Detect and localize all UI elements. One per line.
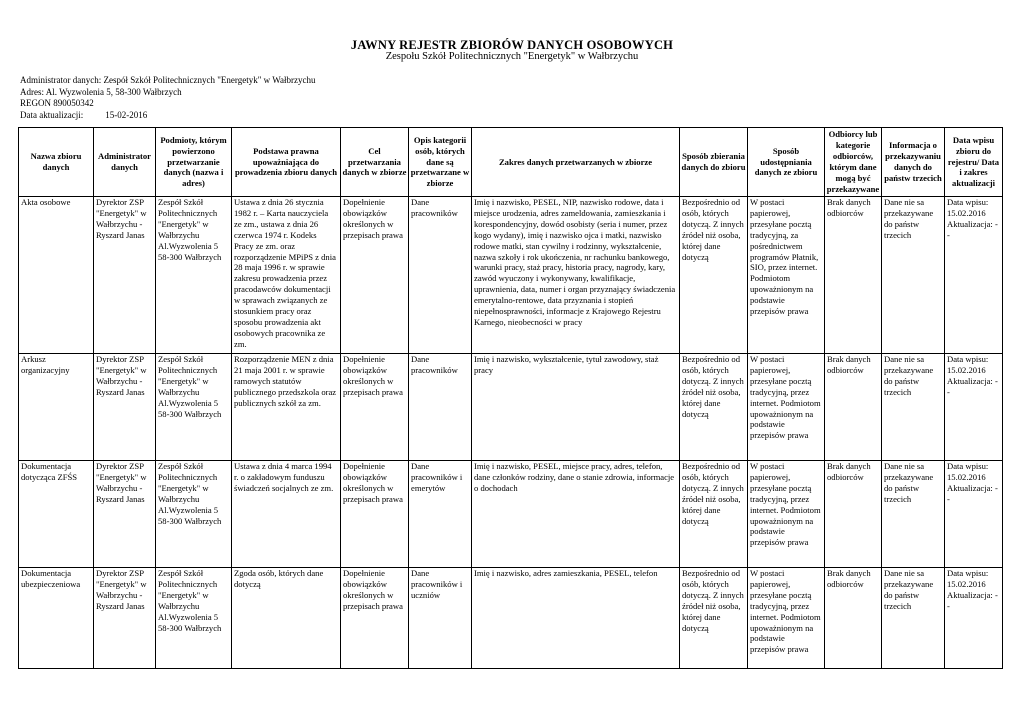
table-cell: Brak danych odbiorców bbox=[825, 197, 882, 354]
document-meta bbox=[20, 75, 315, 121]
table-row bbox=[19, 197, 1003, 354]
table-cell: Dokumentacja dotycząca ZFŚS bbox=[19, 461, 94, 568]
header-cell: Sposób zbierania danych do zbioru bbox=[680, 128, 748, 197]
header-cell: Informacja o przekazywaniu danych do państw trzecich bbox=[882, 128, 945, 197]
table-cell: W postaci papierowej, przesyłane pocztą tradycyjną, przez internet. Podmiotom upoważnionym na podstawie przepisów prawa bbox=[748, 461, 825, 568]
table-cell: Ustawa z dnia 26 stycznia 1982 r. – Karta nauczyciela ze zm., ustawa z dnia 26 czerwca 1974 r. Kodeks Pracy ze zm. oraz rozporządzenie MPiPS z dnia 28 maja 1996 r. w sprawie zakresu prowadzenia przez pracodawców dokumentacji w sprawach związanych ze stosunkiem pracy oraz sposobu prowadzenia akt osobowych pracownika ze zm. bbox=[232, 197, 341, 354]
table-cell: Dane pracowników i uczniów bbox=[409, 568, 472, 669]
table-cell: Bezpośrednio od osób, których dotyczą. Z innych źródeł niż osoba, której dane dotyczą bbox=[680, 568, 748, 669]
header-cell: Data wpisu zbioru do rejestru/ Data i zakres aktualizacji bbox=[945, 128, 1003, 197]
table-cell: Zespół Szkół Politechnicznych "Energetyk" w Wałbrzychu Al.Wyzwolenia 5 58-300 Wałbrzych bbox=[156, 568, 232, 669]
table-cell: Bezpośrednio od osób, których dotyczą. Z innych źródeł niż osoba, której dane dotyczą bbox=[680, 354, 748, 461]
header-cell: Administrator danych bbox=[94, 128, 156, 197]
header-cell: Odbiorcy lub kategorie odbiorców, którym dane mogą być przekazywane bbox=[825, 128, 882, 197]
header-cell: Cel przetwarzania danych w zbiorze bbox=[341, 128, 409, 197]
table-cell: Dopełnienie obowiązków określonych w przepisach prawa bbox=[341, 354, 409, 461]
table-cell: Dane nie sa przekazywane do państw trzecich bbox=[882, 568, 945, 669]
document-title: JAWNY REJESTR ZBIORÓW DANYCH OSOBOWYCH bbox=[350, 38, 674, 52]
table-cell: W postaci papierowej, przesyłane pocztą tradycyjną, za pośrednictwem programów Płatnik, SIO, przez internet. Podmiotom upoważnionym na podstawie przepisów prawa bbox=[748, 197, 825, 354]
table-cell: Dyrektor ZSP "Energetyk" w Wałbrzychu - Ryszard Janas bbox=[94, 461, 156, 568]
meta-update-value: 15-02-2016 bbox=[105, 109, 148, 120]
table-cell: Bezpośrednio od osób, których dotyczą. Z innych źródeł niż osoba, której dane dotyczą bbox=[680, 461, 748, 568]
table-cell: Bezpośrednio od osób, których dotyczą. Z innych źródeł niż osoba, której dane dotyczą bbox=[680, 197, 748, 354]
header-cell: Zakres danych przetwarzanych w zbiorze bbox=[472, 128, 680, 197]
table-cell: Data wpisu: 15.02.2016 Aktualizacja: -- bbox=[945, 461, 1003, 568]
meta-update bbox=[20, 110, 315, 122]
table-row bbox=[19, 354, 1003, 461]
table-cell: Dopełnienie obowiązków określonych w przepisach prawa bbox=[341, 197, 409, 354]
header-cell: Podmioty, którym powierzono przetwarzanie danych (nazwa i adres) bbox=[156, 128, 232, 197]
table-cell: Arkusz organizacyjny bbox=[19, 354, 94, 461]
table-cell: W postaci papierowej, przesyłane pocztą tradycyjną, przez internet. Podmiotom upoważnionym na podstawie przepisów prawa bbox=[748, 354, 825, 461]
table-cell: Dane pracowników bbox=[409, 354, 472, 461]
header-cell: Podstawa prawna upoważniająca do prowadzenia zbioru danych bbox=[232, 128, 341, 197]
table-cell: Imię i nazwisko, adres zamieszkania, PESEL, telefon bbox=[472, 568, 680, 669]
table-cell: Dane nie sa przekazywane do państw trzecich bbox=[882, 197, 945, 354]
table-cell: Dopełnienie obowiązków określonych w przepisach prawa bbox=[341, 568, 409, 669]
table-cell: Dane pracowników i emerytów bbox=[409, 461, 472, 568]
meta-administrator: Administrator danych: Zespół Szkół Politechnicznych "Energetyk" w Wałbrzychu bbox=[20, 75, 316, 85]
table-cell: Zespół Szkół Politechnicznych "Energetyk" w Wałbrzychu Al.Wyzwolenia 5 58-300 Wałbrzych bbox=[156, 197, 232, 354]
table-cell: Ustawa z dnia 4 marca 1994 r. o zakładowym funduszu świadczeń socjalnych ze zm. bbox=[232, 461, 341, 568]
register-table bbox=[18, 127, 1003, 669]
table-cell: Akta osobowe bbox=[19, 197, 94, 354]
table-cell: Dokumentacja ubezpieczeniowa bbox=[19, 568, 94, 669]
table-cell: Dane nie sa przekazywane do państw trzecich bbox=[882, 354, 945, 461]
table-cell: Brak danych odbiorców bbox=[825, 354, 882, 461]
table-cell: Data wpisu: 15.02.2016 Aktualizacja: -- bbox=[945, 354, 1003, 461]
table-cell: Zespół Szkół Politechnicznych "Energetyk" w Wałbrzychu Al.Wyzwolenia 5 58-300 Wałbrzych bbox=[156, 354, 232, 461]
table-cell: Brak danych odbiorców bbox=[825, 568, 882, 669]
document-subtitle: Zespołu Szkół Politechnicznych "Energetyk" w Wałbrzychu bbox=[385, 51, 639, 62]
header-cell: Sposób udostępniania danych ze zbioru bbox=[748, 128, 825, 197]
table-cell: Data wpisu: 15.02.2016 Aktualizacja: -- bbox=[945, 197, 1003, 354]
table-cell: Imię i nazwisko, wykształcenie, tytuł zawodowy, staż pracy bbox=[472, 354, 680, 461]
table-cell: Dopełnienie obowiązków określonych w przepisach prawa bbox=[341, 461, 409, 568]
table-cell: Dane pracowników bbox=[409, 197, 472, 354]
table-cell: Dyrektor ZSP "Energetyk" w Wałbrzychu - Ryszard Janas bbox=[94, 354, 156, 461]
table-cell: Imię i nazwisko, PESEL, miejsce pracy, adres, telefon, dane członków rodziny, dane o stanie zdrowia, informacje o dochodach bbox=[472, 461, 680, 568]
table-row bbox=[19, 568, 1003, 669]
table-cell: Imię i nazwisko, PESEL, NIP, nazwisko rodowe, data i miejsce urodzenia, adres zameldowania, zamieszkania i korespondencyjny, dowód osobisty (seria i numer, przez kogo wydany), imię i nazwisko ojca i matki, nazwisko rodowe matki, stan cywilny i rodzinny, wykształcenie, nazwa szkoły i rok ukończenia, nr rachunku bankowego, warunki pracy, staż pracy, historia pracy, nagrody, kary, zawód wyuczony i wykonywany, kwalifikacje, uprawnienia, data, numer i organ przyznający świadczenia emerytalno-rentowe, data przyznania i stopień niepełnosprawności, informacje z Krajowego Rejestru Karnego, nieobecności w pracy bbox=[472, 197, 680, 354]
table-cell: Rozporządzenie MEN z dnia 21 maja 2001 r. w sprawie ramowych statutów publicznego przedszkola oraz publicznych szkół za zm. bbox=[232, 354, 341, 461]
table-cell: Zespół Szkół Politechnicznych "Energetyk" w Wałbrzychu Al.Wyzwolenia 5 58-300 Wałbrzych bbox=[156, 461, 232, 568]
table-cell: Dyrektor ZSP "Energetyk" w Wałbrzychu - Ryszard Janas bbox=[94, 197, 156, 354]
table-row bbox=[19, 461, 1003, 568]
table-cell: Brak danych odbiorców bbox=[825, 461, 882, 568]
table-cell: Dyrektor ZSP "Energetyk" w Wałbrzychu - Ryszard Janas bbox=[94, 568, 156, 669]
table-cell: W postaci papierowej, przesyłane pocztą tradycyjną, przez internet. Podmiotom upoważnionym na podstawie przepisów prawa bbox=[748, 568, 825, 669]
table-cell: Data wpisu: 15.02.2016 Aktualizacja: -- bbox=[945, 568, 1003, 669]
table-cell: Dane nie sa przekazywane do państw trzecich bbox=[882, 461, 945, 568]
meta-address: Adres: Al. Wyzwolenia 5, 58-300 Wałbrzych bbox=[20, 86, 182, 97]
meta-regon: REGON 890050342 bbox=[20, 98, 94, 108]
meta-update-label: Data aktualizacji: bbox=[20, 109, 84, 120]
header-cell: Opis kategorii osób, których dane są przetwarzane w zbiorze bbox=[409, 128, 472, 197]
table-cell: Zgoda osób, których dane dotyczą bbox=[232, 568, 341, 669]
header-cell: Nazwa zbioru danych bbox=[19, 128, 94, 197]
table-header-row bbox=[19, 128, 1003, 197]
